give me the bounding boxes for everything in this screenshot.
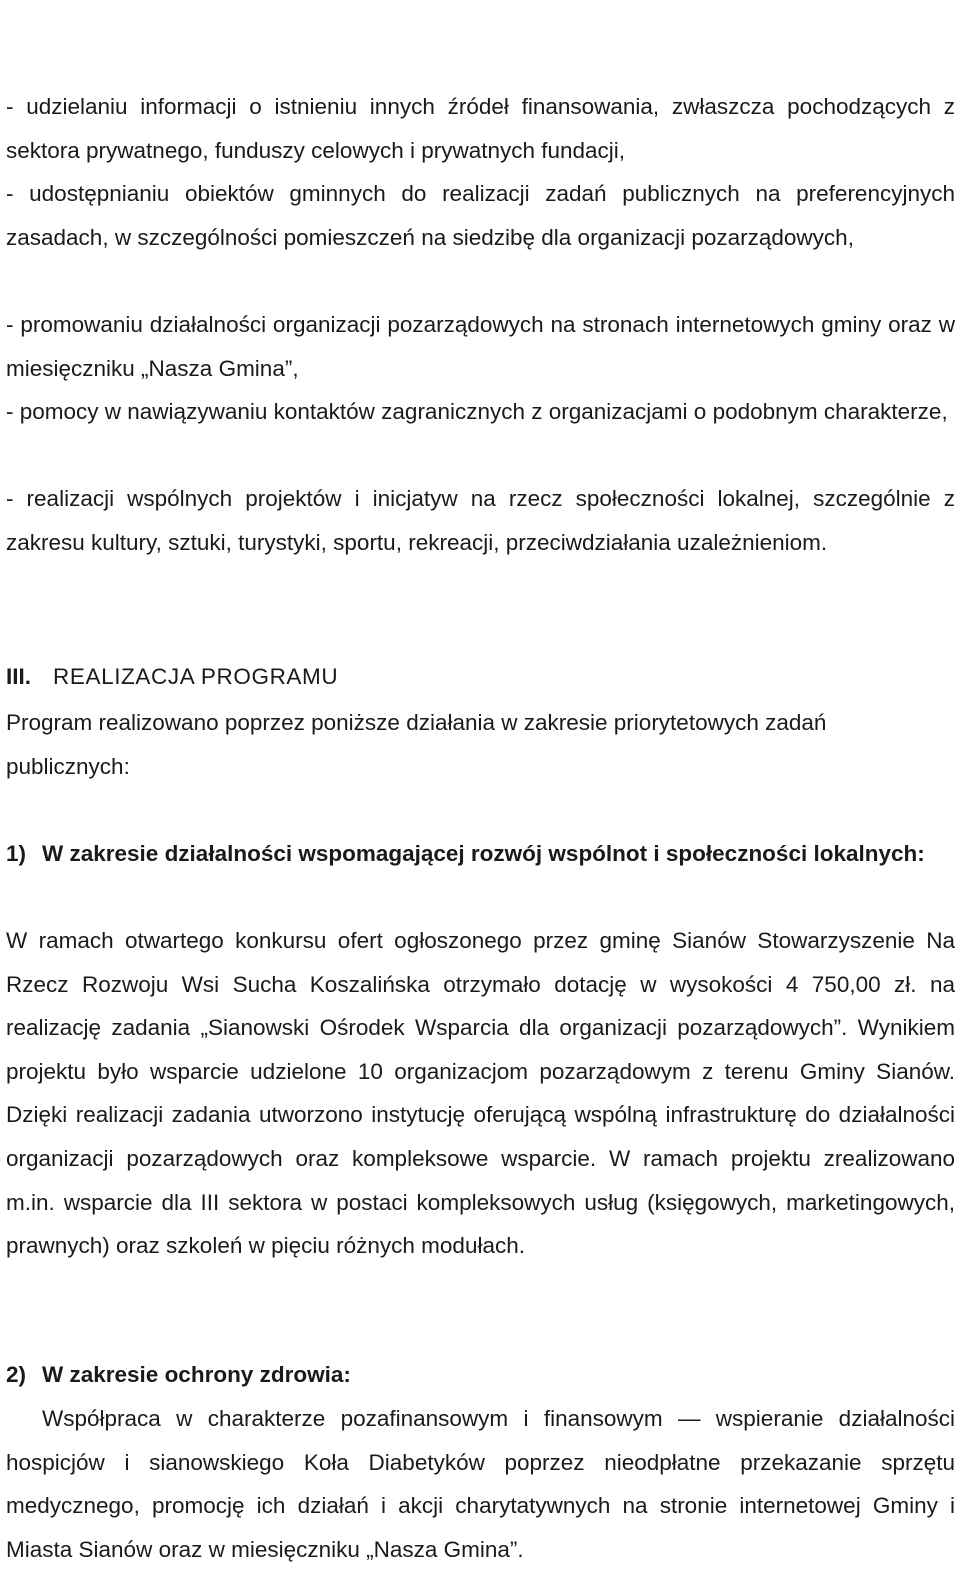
subsection-body: W ramach otwartego konkursu ofert ogłoszonego przez gminę Sianów Stowarzyszenie Na Rzecz Rozwoju Wsi Sucha Koszalińska otrzymało dotację w wysokości 4 750,00 zł. na realizację zadania „Sianowski Ośrodek Wsparcia dla organizacji pozarządowych”. Wynikiem projektu było wsparcie udzielone 10 organizacjom pozarządowym z terenu Gminy Sianów. Dzięki realizacji zadania utworzono instytucję oferującą wspólną infrastrukturę do działalności organizacji pozarządowych oraz kompleksowe wsparcie. W ramach projektu zrealizowano m.in. wsparcie dla III sektora w postaci kompleksowych usług (księgowych, marketingowych, prawnych) oraz szkoleń w pięciu różnych modułach. (6, 928, 955, 1259)
section-intro: Program realizowano poprzez poniższe działania w zakresie priorytetowych zadań publicznych: (6, 710, 827, 779)
subsection-title: W zakresie działalności wspomagającej rozwój wspólnot i społeczności lokalnych: (42, 841, 925, 866)
section-number: III. (6, 664, 32, 689)
subsection-number: 1) (6, 841, 27, 866)
subsection-title: W zakresie ochrony zdrowia: (42, 1362, 351, 1387)
subsection-body: Współpraca w charakterze pozafinansowym i finansowym — wspieranie działalności hospicjów i sianowskiego Koła Diabetyków poprzez nieodpłatne przekazanie sprzętu medycznego, promocję ich działań i akcji charytatywnych na stronie internetowej Gminy i Miasta Sianów oraz w miesięczniku „Nasza Gmina”. (6, 1406, 955, 1562)
list-item: - promowaniu działalności organizacji pozarządowych na stronach internetowych gminy oraz w miesięczniku „Nasza Gmina”, (6, 312, 955, 381)
section-title: REALIZACJA PROGRAMU (53, 664, 339, 689)
subsection-heading (6, 1353, 955, 1397)
list-item: - udostępnianiu obiektów gminnych do realizacji zadań publicznych na preferencyjnych zasadach, w szczególności pomieszczeń na siedzibę dla organizacji pozarządowych, (6, 181, 955, 250)
subsection-number: 2) (6, 1362, 27, 1387)
subsection-heading (6, 832, 955, 876)
list-item: - pomocy w nawiązywaniu kontaktów zagranicznych z organizacjami o podobnym charakterze, (6, 399, 948, 424)
section-heading (6, 657, 338, 697)
list-item: - realizacji wspólnych projektów i inicjatyw na rzecz społeczności lokalnej, szczególnie z zakresu kultury, sztuki, turystyki, sportu, rekreacji, przeciwdziałania uzależnieniom. (6, 486, 955, 555)
list-item: - udzielaniu informacji o istnieniu innych źródeł finansowania, zwłaszcza pochodzących z sektora prywatnego, funduszy celowych i prywatnych fundacji, (6, 94, 955, 163)
